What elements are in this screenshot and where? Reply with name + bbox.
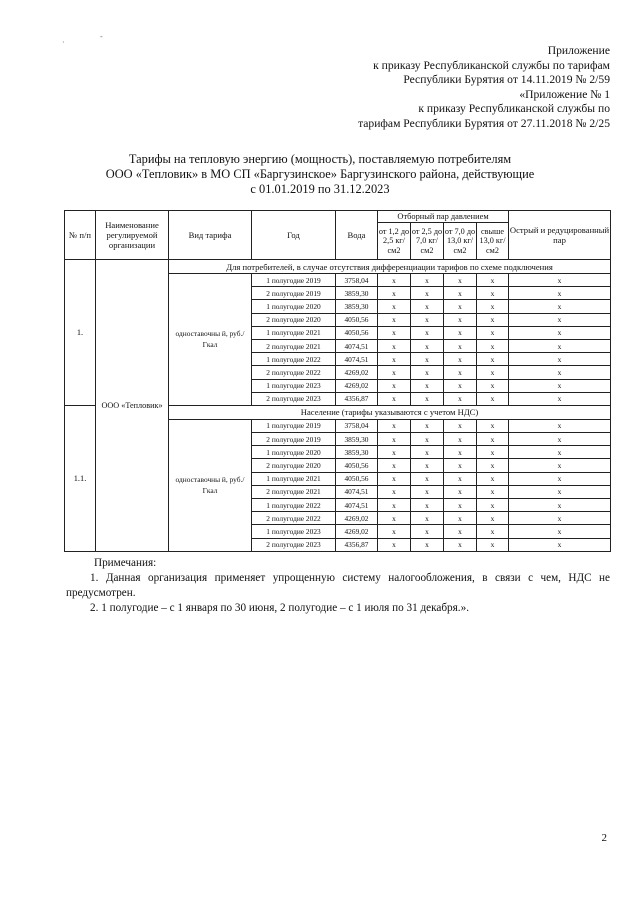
sharp-steam-value: x	[509, 287, 611, 300]
water-value: 3859,30	[336, 446, 378, 459]
sharp-steam-value: x	[509, 326, 611, 339]
pressure-1-value: x	[378, 339, 411, 352]
pressure-3-value: x	[444, 274, 477, 287]
column-header-pressure-2: от 2,5 до 7,0 кг/см2	[411, 223, 444, 260]
column-header-pressure-3: от 7,0 до 13,0 кг/см2	[444, 223, 477, 260]
pressure-1-value: x	[378, 419, 411, 432]
period-cell: 1 полугодие 2023	[252, 379, 336, 392]
section-row	[65, 260, 611, 274]
sharp-steam-value: x	[509, 459, 611, 472]
pressure-3-value: x	[444, 300, 477, 313]
sharp-steam-value: x	[509, 499, 611, 512]
period-cell: 2 полугодие 2022	[252, 512, 336, 525]
period-cell: 1 полугодие 2023	[252, 525, 336, 538]
sharp-steam-value: x	[509, 274, 611, 287]
period-cell: 1 полугодие 2020	[252, 300, 336, 313]
column-header-selected-steam: Отборный пар давлением	[378, 211, 509, 223]
water-value: 4050,56	[336, 313, 378, 326]
pressure-4-value: x	[477, 419, 509, 432]
sharp-steam-value: x	[509, 366, 611, 379]
water-value: 4074,51	[336, 353, 378, 366]
pressure-3-value: x	[444, 499, 477, 512]
pressure-4-value: x	[477, 485, 509, 498]
organization-name: ООО «Тепловик»	[96, 260, 169, 552]
pressure-4-value: x	[477, 512, 509, 525]
period-cell: 2 полугодие 2023	[252, 538, 336, 551]
pressure-1-value: x	[378, 379, 411, 392]
pressure-3-value: x	[444, 353, 477, 366]
pressure-4-value: x	[477, 339, 509, 352]
pressure-2-value: x	[411, 313, 444, 326]
note-item: 1. Данная организация применяет упрощенную систему налогообложения, в связи с чем, НДС не предусмотрен.	[66, 572, 610, 599]
sharp-steam-value: x	[509, 485, 611, 498]
column-header-year: Год	[252, 211, 336, 260]
pressure-1-value: x	[378, 274, 411, 287]
table-body	[65, 260, 611, 552]
column-header-number: № п/п	[65, 211, 96, 260]
sharp-steam-value: x	[509, 538, 611, 551]
pressure-3-value: x	[444, 512, 477, 525]
section-number: 1.	[65, 260, 96, 406]
page-number: 2	[601, 832, 607, 844]
period-cell: 2 полугодие 2021	[252, 485, 336, 498]
period-cell: 2 полугодие 2021	[252, 339, 336, 352]
water-value: 3859,30	[336, 287, 378, 300]
period-cell: 2 полугодие 2019	[252, 433, 336, 446]
pressure-2-value: x	[411, 300, 444, 313]
pressure-4-value: x	[477, 353, 509, 366]
pressure-1-value: x	[378, 459, 411, 472]
period-cell: 2 полугодие 2020	[252, 459, 336, 472]
column-header-tariff-kind: Вид тарифа	[169, 211, 252, 260]
header-line: Республики Бурятия от 14.11.2019 № 2/59	[403, 73, 610, 87]
period-cell: 2 полугодие 2020	[252, 313, 336, 326]
pressure-4-value: x	[477, 472, 509, 485]
pressure-2-value: x	[411, 472, 444, 485]
period-cell: 2 полугодие 2019	[252, 287, 336, 300]
pressure-2-value: x	[411, 485, 444, 498]
pressure-3-value: x	[444, 525, 477, 538]
pressure-4-value: x	[477, 433, 509, 446]
pressure-4-value: x	[477, 446, 509, 459]
pressure-2-value: x	[411, 287, 444, 300]
pressure-2-value: x	[411, 512, 444, 525]
pressure-3-value: x	[444, 392, 477, 405]
pressure-3-value: x	[444, 538, 477, 551]
water-value: 4356,87	[336, 392, 378, 405]
section-label: Население (тарифы указываются с учетом НДС)	[169, 405, 611, 419]
sharp-steam-value: x	[509, 339, 611, 352]
pressure-1-value: x	[378, 472, 411, 485]
pressure-3-value: x	[444, 433, 477, 446]
water-value: 4074,51	[336, 499, 378, 512]
note-item: 2. 1 полугодие – с 1 января по 30 июня, 2 полугодие – с 1 июля по 31 декабря.».	[90, 602, 469, 614]
pressure-2-value: x	[411, 366, 444, 379]
pressure-2-value: x	[411, 274, 444, 287]
pressure-3-value: x	[444, 313, 477, 326]
pressure-4-value: x	[477, 313, 509, 326]
water-value: 4074,51	[336, 485, 378, 498]
water-value: 3859,30	[336, 433, 378, 446]
sharp-steam-value: x	[509, 379, 611, 392]
sharp-steam-value: x	[509, 512, 611, 525]
column-header-water: Вода	[336, 211, 378, 260]
pressure-3-value: x	[444, 287, 477, 300]
pressure-4-value: x	[477, 538, 509, 551]
pressure-1-value: x	[378, 446, 411, 459]
tariff-kind: одноставочны й, руб./Гкал	[169, 419, 252, 551]
document-title	[100, 152, 540, 197]
pressure-1-value: x	[378, 287, 411, 300]
title-line: с 01.01.2019 по 31.12.2023	[250, 182, 390, 196]
pressure-4-value: x	[477, 287, 509, 300]
period-cell: 2 полугодие 2022	[252, 366, 336, 379]
header-line: Приложение	[547, 44, 610, 57]
pressure-2-value: x	[411, 353, 444, 366]
column-header-pressure-1: от 1,2 до 2,5 кг/см2	[378, 223, 411, 260]
pressure-2-value: x	[411, 392, 444, 405]
water-value: 4050,56	[336, 459, 378, 472]
pressure-2-value: x	[411, 326, 444, 339]
header-line: к приказу Республиканской службы по тарифам	[373, 58, 610, 72]
header-line: тарифам Республики Бурятия от 27.11.2018 № 2/25	[358, 116, 610, 130]
title-line: Тарифы на тепловую энергию (мощность), поставляемую потребителям	[128, 152, 512, 166]
water-value: 4050,56	[336, 326, 378, 339]
period-cell: 1 полугодие 2021	[252, 326, 336, 339]
appendix-header	[190, 44, 610, 132]
sharp-steam-value: x	[509, 419, 611, 432]
column-header-sharp-steam: Острый и редуцированный пар	[509, 211, 611, 260]
pressure-1-value: x	[378, 525, 411, 538]
pressure-1-value: x	[378, 313, 411, 326]
pressure-2-value: x	[411, 459, 444, 472]
pressure-1-value: x	[378, 538, 411, 551]
pressure-1-value: x	[378, 499, 411, 512]
pressure-3-value: x	[444, 419, 477, 432]
pressure-2-value: x	[411, 339, 444, 352]
period-cell: 1 полугодие 2019	[252, 419, 336, 432]
water-value: 4269,02	[336, 525, 378, 538]
water-value: 4050,56	[336, 472, 378, 485]
period-cell: 1 полугодие 2019	[252, 274, 336, 287]
column-header-pressure-4: свыше 13,0 кг/см2	[477, 223, 509, 260]
pressure-4-value: x	[477, 326, 509, 339]
water-value: 4074,51	[336, 339, 378, 352]
pressure-1-value: x	[378, 485, 411, 498]
water-value: 3859,30	[336, 300, 378, 313]
pressure-2-value: x	[411, 499, 444, 512]
pressure-3-value: x	[444, 459, 477, 472]
pressure-3-value: x	[444, 485, 477, 498]
sharp-steam-value: x	[509, 300, 611, 313]
header-line: к приказу Республиканской службы по	[418, 102, 610, 116]
tariff-table	[64, 210, 611, 552]
pressure-4-value: x	[477, 366, 509, 379]
pressure-2-value: x	[411, 446, 444, 459]
water-value: 4269,02	[336, 366, 378, 379]
pressure-3-value: x	[444, 339, 477, 352]
header-line: «Приложение № 1	[519, 87, 610, 101]
pressure-2-value: x	[411, 525, 444, 538]
pressure-4-value: x	[477, 499, 509, 512]
pressure-4-value: x	[477, 392, 509, 405]
scan-artifact-mark: ·	[62, 38, 65, 47]
period-cell: 1 полугодие 2022	[252, 499, 336, 512]
period-cell: 1 полугодие 2021	[252, 472, 336, 485]
pressure-1-value: x	[378, 326, 411, 339]
pressure-4-value: x	[477, 379, 509, 392]
pressure-4-value: x	[477, 300, 509, 313]
water-value: 3758,04	[336, 419, 378, 432]
water-value: 4356,87	[336, 538, 378, 551]
sharp-steam-value: x	[509, 525, 611, 538]
title-line: ООО «Тепловик» в МО СП «Баргузинское» Баргузинского района, действующие	[105, 167, 535, 181]
period-cell: 1 полугодие 2022	[252, 353, 336, 366]
pressure-3-value: x	[444, 366, 477, 379]
pressure-1-value: x	[378, 512, 411, 525]
pressure-1-value: x	[378, 433, 411, 446]
pressure-2-value: x	[411, 538, 444, 551]
sharp-steam-value: x	[509, 392, 611, 405]
column-header-organization: Наименование регулируемой организации	[96, 211, 169, 260]
water-value: 4269,02	[336, 512, 378, 525]
sharp-steam-value: x	[509, 353, 611, 366]
scan-artifact-mark: ‑	[100, 32, 103, 41]
pressure-4-value: x	[477, 525, 509, 538]
pressure-1-value: x	[378, 353, 411, 366]
notes-block	[66, 556, 610, 616]
period-cell: 1 полугодие 2020	[252, 446, 336, 459]
pressure-2-value: x	[411, 433, 444, 446]
sharp-steam-value: x	[509, 433, 611, 446]
section-number: 1.1.	[65, 405, 96, 551]
period-cell: 2 полугодие 2023	[252, 392, 336, 405]
water-value: 3758,04	[336, 274, 378, 287]
pressure-2-value: x	[411, 419, 444, 432]
pressure-3-value: x	[444, 472, 477, 485]
sharp-steam-value: x	[509, 313, 611, 326]
pressure-4-value: x	[477, 274, 509, 287]
tariff-kind: одноставочны й, руб./Гкал	[169, 274, 252, 406]
pressure-1-value: x	[378, 366, 411, 379]
pressure-3-value: x	[444, 326, 477, 339]
pressure-3-value: x	[444, 446, 477, 459]
pressure-1-value: x	[378, 392, 411, 405]
water-value: 4269,02	[336, 379, 378, 392]
pressure-1-value: x	[378, 300, 411, 313]
pressure-4-value: x	[477, 459, 509, 472]
pressure-3-value: x	[444, 379, 477, 392]
pressure-2-value: x	[411, 379, 444, 392]
notes-title: Примечания:	[94, 557, 157, 569]
sharp-steam-value: x	[509, 446, 611, 459]
section-label: Для потребителей, в случае отсутствия дифференциации тарифов по схеме подключения	[169, 260, 611, 274]
sharp-steam-value: x	[509, 472, 611, 485]
